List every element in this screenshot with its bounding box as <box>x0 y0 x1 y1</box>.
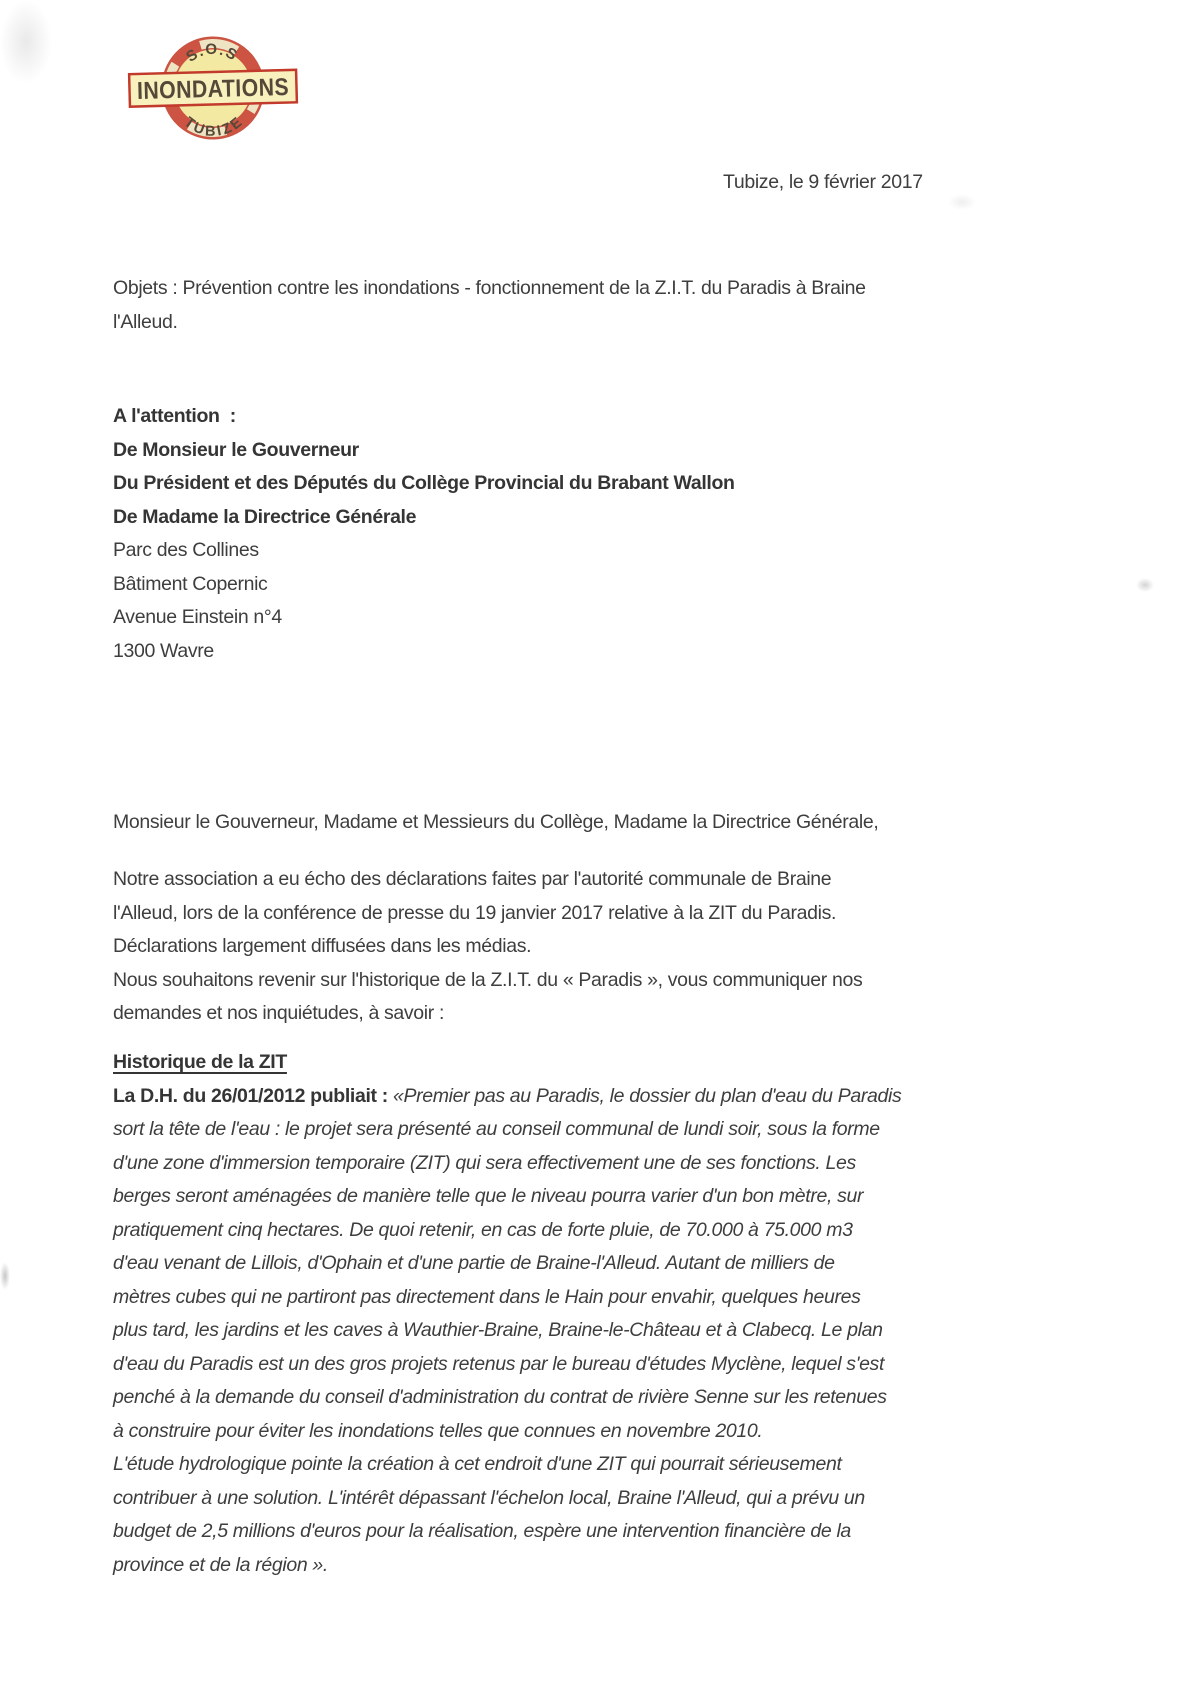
historique-quote <box>113 1113 901 1582</box>
text-line: d'eau venant de Lillois, d'Ophain et d'une partie de Braine-l'Alleud. Autant de milliers de <box>113 1252 835 1274</box>
text-line: d'eau du Paradis est un des gros projets retenus par le bureau d'études Myclène, lequel s'est <box>113 1352 885 1375</box>
text-line: contribuer à une solution. L'intérêt dépassant l'échelon local, Braine l'Alleud, qui a prévu un <box>113 1486 865 1509</box>
text-line: Du Président et des Députés du Collège Provincial du Brabant Wallon <box>113 472 735 494</box>
text-line: pratiquement cinq hectares. De quoi retenir, en cas de forte pluie, de 70.000 à 75.000 m3 <box>113 1218 853 1241</box>
text-line: plus tard, les jardins et les caves à Wauthier-Braine, Braine-le-Château et à Clabecq. Le plan <box>113 1319 883 1341</box>
text-line: penché à la demande du conseil d'administration du contrat de rivière Senne sur les retenues <box>113 1386 887 1408</box>
logo-city-text: TUBIZE <box>180 113 248 141</box>
text-line: Bâtiment Copernic <box>113 572 268 595</box>
salutation-text: Monsieur le Gouverneur, Madame et Messieurs du Collège, Madame la Directrice Générale, <box>113 811 879 833</box>
historique-lead-italic: «Premier pas au Paradis, le dossier du plan d'eau du Paradis <box>392 1084 902 1107</box>
recipient-bold-lines <box>113 400 735 534</box>
logo-name-text: INONDATIONS <box>136 73 300 105</box>
text-line: d'une zone d'immersion temporaire (ZIT) qui sera effectivement une de ses fonctions. Les <box>113 1151 856 1174</box>
text-line: Nous souhaitons revenir sur l'historique de la Z.I.T. du « Paradis », vous communiquer nos <box>113 968 863 991</box>
text-line: demandes et nos inquiétudes, à savoir : <box>113 1002 445 1024</box>
text-line: De Monsieur le Gouverneur <box>113 438 359 461</box>
text-line: 1300 Wavre <box>113 639 214 662</box>
lifebuoy-icon <box>126 24 299 152</box>
scan-artifact <box>948 194 976 210</box>
intro-paragraph <box>113 863 862 1031</box>
text-line: à construire pour éviter les inondations telles que connues en novembre 2010. <box>113 1419 763 1442</box>
text-line: Parc des Collines <box>113 539 259 561</box>
association-logo <box>126 24 299 152</box>
text-line: De Madame la Directrice Générale <box>113 505 417 528</box>
recipient-block <box>113 400 735 668</box>
historique-lead-bold: La D.H. du 26/01/2012 publiait : <box>113 1084 393 1107</box>
salutation <box>113 806 878 840</box>
text-line: l'Alleud. <box>113 310 178 333</box>
text-line: sort la tête de l'eau : le projet sera présenté au conseil communal de lundi soir, sous la forme <box>113 1118 880 1140</box>
text-line: berges seront aménagées de manière telle que le niveau pourra varier d'un bon mètre, sur <box>113 1185 864 1207</box>
date-text: Tubize, le 9 février 2017 <box>723 171 923 193</box>
text-line: Avenue Einstein n°4 <box>113 606 282 628</box>
text-line: l'Alleud, lors de la conférence de presse du 19 janvier 2017 relative à la ZIT du Paradis. <box>113 901 837 924</box>
scan-artifact <box>0 0 52 84</box>
text-line: budget de 2,5 millions d'euros pour la réalisation, espère une intervention financière de la <box>113 1520 851 1542</box>
subject <box>113 272 866 339</box>
text-line: A l'attention : <box>113 405 236 427</box>
text-line: Déclarations largement diffusées dans les médias. <box>113 935 532 957</box>
text-line: L'étude hydrologique pointe la création à cet endroit d'une ZIT qui pourrait sérieusement <box>113 1453 842 1475</box>
historique-lead-line <box>113 1080 901 1114</box>
date-line <box>723 166 923 200</box>
historique-section <box>113 1046 901 1582</box>
text-line: Notre association a eu écho des déclarations faites par l'autorité communale de Braine <box>113 868 832 890</box>
recipient-address-lines <box>113 534 735 668</box>
scan-artifact <box>0 1262 10 1290</box>
logo-sos-text: S.O.S <box>183 40 241 66</box>
text-line: province et de la région ». <box>113 1553 328 1576</box>
scan-artifact <box>1136 578 1154 592</box>
text-line: Objets : Prévention contre les inondations - fonctionnement de la Z.I.T. du Paradis à Braine <box>113 277 866 299</box>
historique-heading: Historique de la ZIT <box>113 1051 287 1073</box>
text-line: mètres cubes qui ne partiront pas directement dans le Hain pour envahir, quelques heures <box>113 1285 861 1308</box>
